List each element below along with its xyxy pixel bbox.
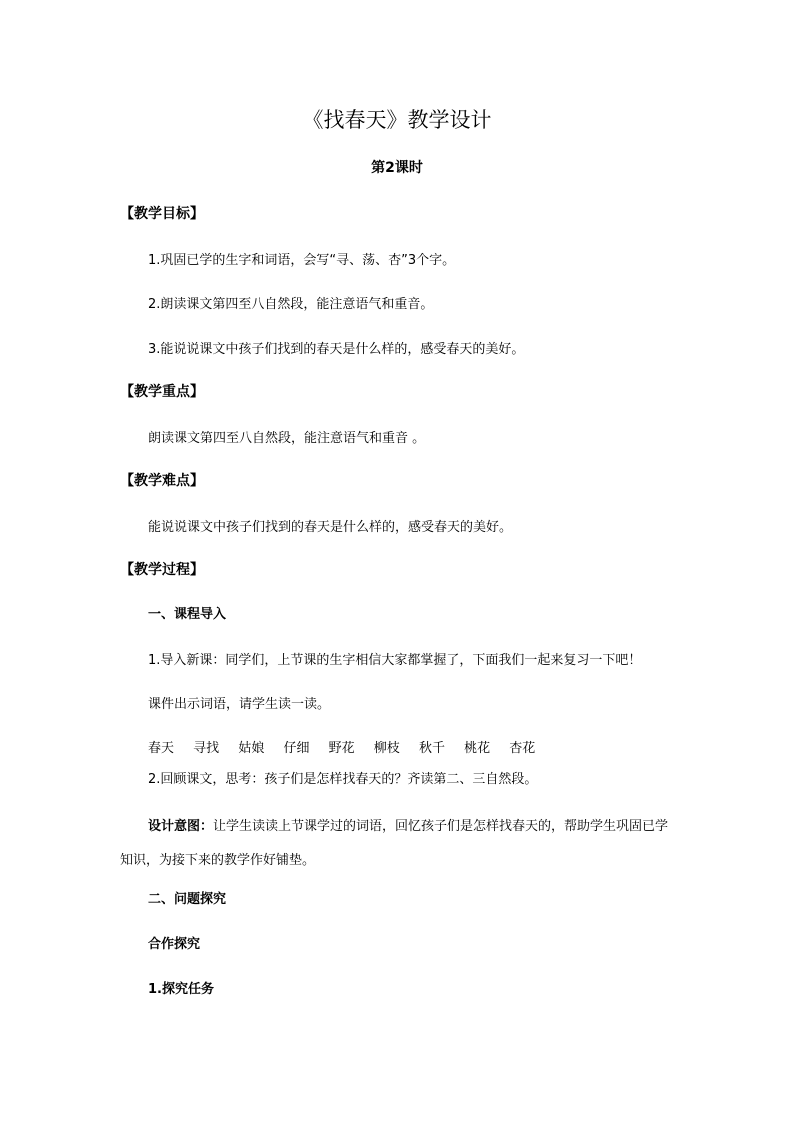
- task-heading: 1.探究任务: [148, 982, 214, 997]
- vocabulary-word: 仔细: [283, 741, 310, 756]
- vocabulary-word: 秋千: [418, 741, 445, 756]
- key-points-text: 朗读课文第四至八自然段，能注意语气和重音 。: [148, 431, 426, 446]
- step2-text: 2.回顾课文，思考：孩子们是怎样找春天的？齐读第二、三自然段。: [148, 772, 538, 787]
- vocabulary-word: 寻找: [193, 741, 220, 756]
- step1-text: 1.导入新课：同学们，上节课的生字相信大家都掌握了，下面我们一起来复习一下吧！: [148, 653, 642, 668]
- vocabulary-word: 桃花: [464, 741, 491, 756]
- difficulties-text: 能说说课文中孩子们找到的春天是什么样的，感受春天的美好。: [148, 520, 513, 535]
- objective-item: 1.巩固已学的生字和词语，会写“寻、荡、杏”3个字。: [148, 253, 456, 268]
- design-intent-text: 让学生读读上节课学过的词语，回忆孩子们是怎样找春天的，帮助学生巩固已学知识，为接下来的教学作好铺垫。: [120, 819, 669, 868]
- vocabulary-word: 春天: [148, 741, 175, 756]
- vocabulary-word: 姑娘: [238, 741, 265, 756]
- objectives-heading: 【教学目标】: [120, 206, 204, 222]
- page-title: 《找春天》教学设计: [302, 108, 492, 132]
- design-intent-paragraph: [120, 810, 680, 878]
- difficulties-heading: 【教学难点】: [120, 473, 204, 489]
- objective-item: 3.能说说课文中孩子们找到的春天是什么样的，感受春天的美好。: [148, 342, 525, 357]
- vocabulary-word: 柳枝: [373, 741, 400, 756]
- vocabulary-word: 杏花: [509, 741, 536, 756]
- lesson-period: 第2课时: [371, 160, 423, 176]
- key-points-heading: 【教学重点】: [120, 384, 204, 400]
- part2-heading: 二、问题探究: [148, 892, 227, 907]
- vocabulary-word: 野花: [328, 741, 355, 756]
- cooperative-heading: 合作探究: [148, 937, 201, 952]
- vocabulary-list: [148, 737, 550, 756]
- part1-heading: 一、课程导入: [148, 607, 227, 622]
- objective-item: 2.朗读课文第四至八自然段，能注意语气和重音。: [148, 297, 434, 312]
- process-heading: 【教学过程】: [120, 562, 204, 578]
- design-intent-label: 设计意图：: [148, 819, 214, 834]
- step1-sub-text: 课件出示词语，请学生读一读。: [148, 697, 331, 712]
